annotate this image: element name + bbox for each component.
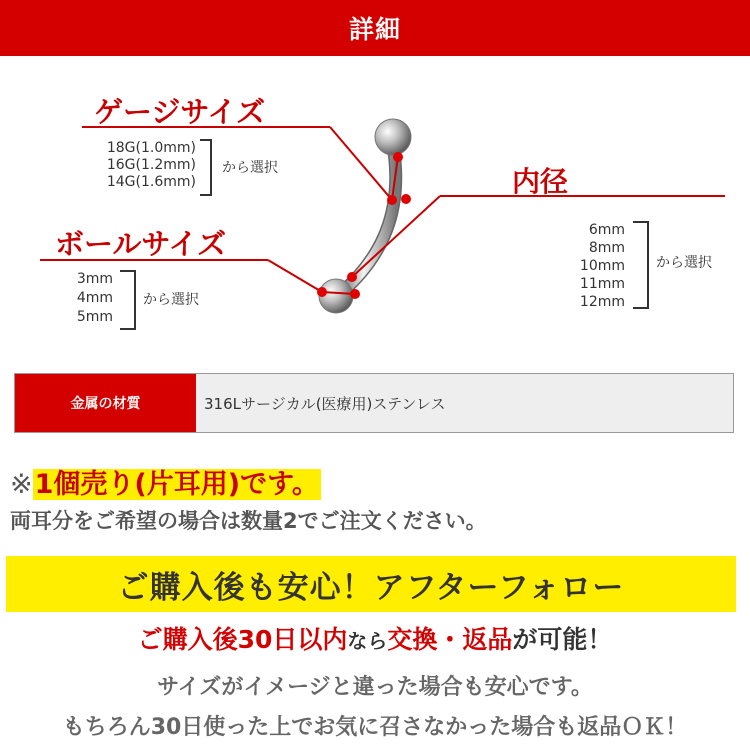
header-bar — [0, 0, 750, 56]
inner-marker-dot — [401, 194, 411, 204]
ball-option: 5mm — [76, 309, 113, 325]
inner-option: 11mm — [579, 276, 625, 292]
ball-heading: ボールサイズ — [55, 227, 227, 261]
inner-option: 8mm — [588, 240, 625, 256]
header-title: 詳細 — [348, 15, 401, 44]
return-ok-note: もちろん30日使った上でお気に召さなかった場合も返品ＯＫ！ — [62, 715, 688, 740]
gauge-select-label: から選択 — [222, 160, 278, 176]
return-exchange: 交換・返品 — [387, 625, 513, 654]
return-possible: が可能！ — [512, 625, 613, 654]
note-mark: ※ — [10, 469, 33, 500]
gauge-marker-dot — [387, 195, 397, 205]
ball-option: 3mm — [76, 271, 113, 287]
inner-option: 6mm — [588, 222, 625, 238]
gauge-option: 16G(1.2mm) — [106, 157, 196, 173]
return-policy — [0, 620, 750, 656]
after-follow-title: ご購入後も安心！アフターフォロー — [117, 569, 625, 606]
inner-select-label: から選択 — [656, 255, 712, 271]
top-ball — [375, 119, 411, 155]
inner-marker-dot — [347, 272, 357, 282]
ball-bracket — [120, 270, 136, 330]
ball-marker-dot — [350, 289, 360, 299]
return-period: ご購入後30日以内 — [137, 625, 348, 654]
material-value: 316Lサージカル(医療用)ステンレス — [196, 374, 733, 432]
single-item-note — [10, 462, 321, 501]
ball-marker-dot — [317, 287, 327, 297]
after-follow-banner — [6, 556, 736, 612]
inner-heading: 内径 — [512, 165, 569, 198]
material-table — [14, 373, 734, 433]
size-reassurance: サイズがイメージと違った場合も安心です。 — [157, 675, 593, 700]
return-connector: なら — [347, 629, 388, 653]
gauge-option: 18G(1.0mm) — [106, 140, 196, 156]
inner-bracket — [633, 221, 649, 309]
inner-option: 10mm — [579, 258, 625, 274]
inner-option: 12mm — [579, 294, 625, 310]
material-label: 金属の材質 — [15, 374, 196, 432]
pair-order-note: 両耳分をご希望の場合は数量2でご注文ください。 — [10, 509, 487, 533]
gauge-option: 14G(1.6mm) — [106, 174, 196, 190]
ball-option: 4mm — [76, 290, 113, 306]
gauge-bracket — [200, 139, 212, 196]
gauge-marker-dot — [393, 152, 403, 162]
note-highlight: 1個売り(片耳用)です。 — [34, 469, 319, 500]
gauge-heading: ゲージサイズ — [94, 95, 266, 129]
ball-select-label: から選択 — [143, 292, 199, 308]
